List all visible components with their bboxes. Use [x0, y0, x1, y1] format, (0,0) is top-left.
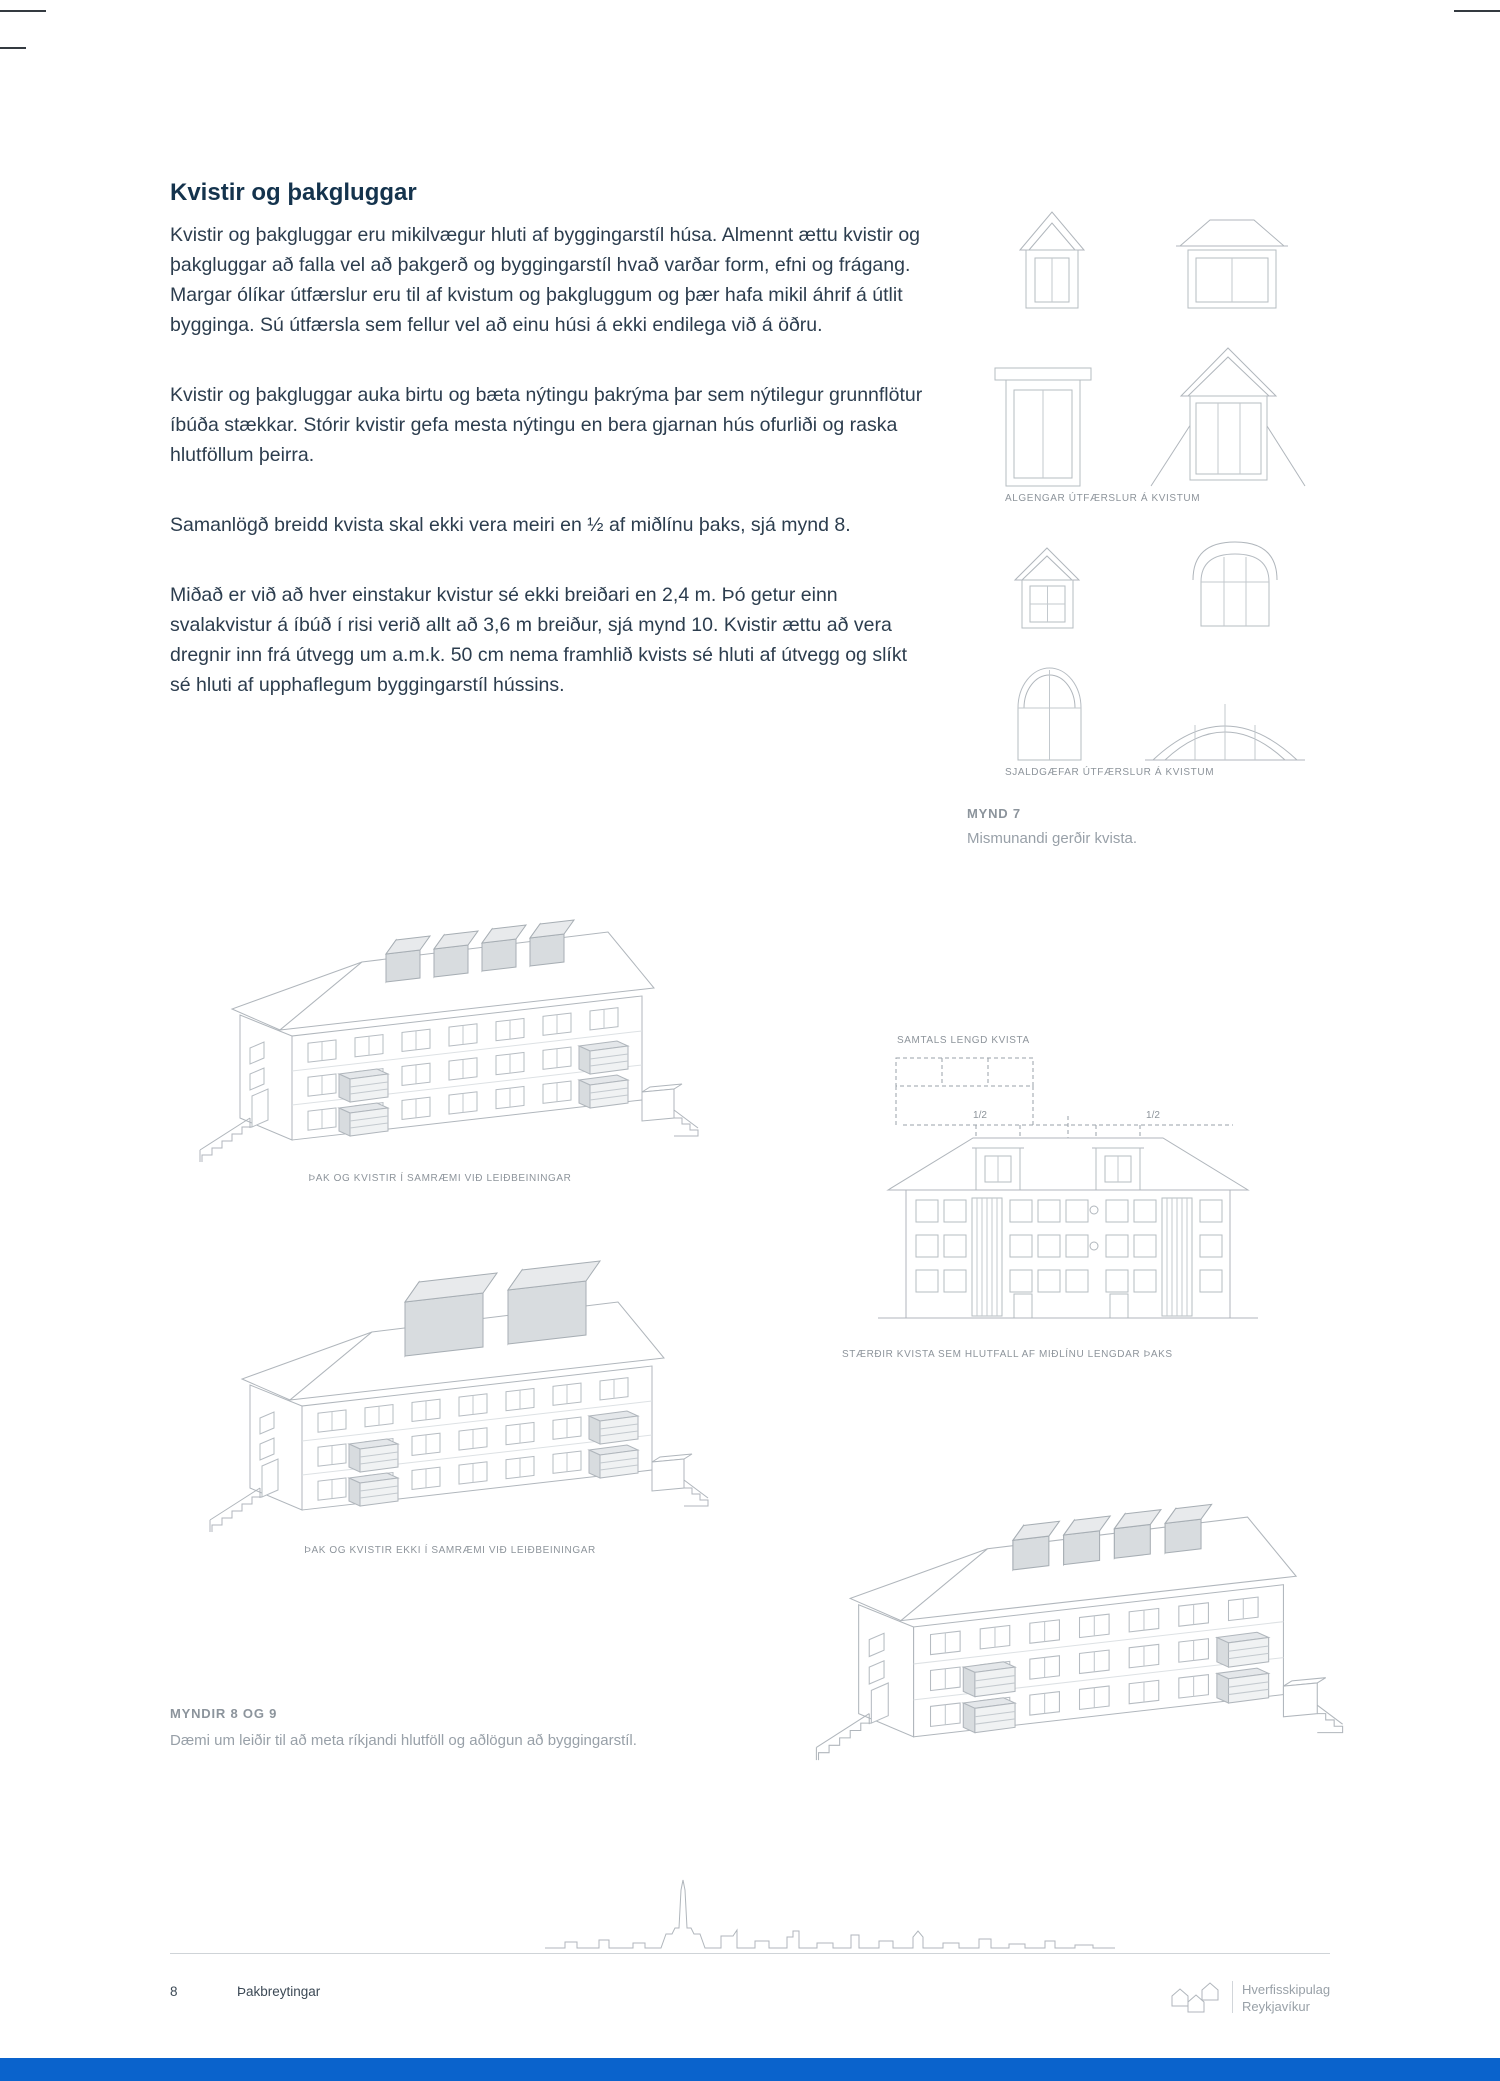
footer-rule — [170, 1953, 1330, 1954]
arch-top-window-drawing — [1193, 542, 1277, 626]
logo-line-1: Hverfisskipulag — [1242, 1982, 1331, 1997]
reykjavik-skyline-drawing — [545, 1876, 1115, 1954]
gabled-dormer-drawing — [1020, 212, 1084, 308]
reykjavik-houses-logo-icon — [1168, 1976, 1224, 2016]
logo-text — [1242, 1981, 1330, 2015]
page-number: 8 — [170, 1984, 178, 1999]
logo-divider — [1232, 1981, 1233, 2013]
half-label-left: 1/2 — [973, 1110, 987, 1121]
roof-elevation — [888, 1138, 1248, 1190]
paragraph-4: Miðað er við að hver einstakur kvistur sé ekki breiðari en 2,4 m. Þó getur einn svalakvistur á íbúð í risi verið allt að 3,6 m breiður, sjá mynd 10. Kvistir ættu að vera dregnir inn frá útvegg um a.m.k. 50 cm nema framhlið kvists sé hluti af útvegg og slíkt sé hluti af upphaflegum byggingarstíl hússins. — [170, 584, 907, 696]
paragraph-3: Samanlögð breidd kvista skal ekki vera meiri en ½ af miðlínu þaks, sjá mynd 8. — [170, 514, 851, 536]
building-example-figure — [795, 1460, 1345, 1777]
figures89-label: MYNDIR 8 OG 9 — [170, 1706, 278, 1721]
hipped-dormer-drawing — [1176, 220, 1288, 308]
half-label-right: 1/2 — [1146, 1110, 1160, 1121]
elevation-top-label: SAMTALS LENGD KVISTA — [897, 1035, 1030, 1046]
pediment-dormer-drawing — [1151, 348, 1305, 486]
caption-rare-dormers: SJALDGÆFAR ÚTFÆRSLUR Á KVISTUM — [1005, 767, 1215, 778]
crop-mark-top-left-1 — [0, 10, 46, 12]
eyebrow-dormer-drawing — [1145, 704, 1305, 760]
crop-mark-top-right — [1454, 10, 1500, 12]
facade-elevation — [878, 1190, 1258, 1318]
bottom-accent-bar — [0, 2058, 1500, 2081]
small-gabled-dormer-drawing — [1015, 548, 1079, 628]
crop-mark-top-left-2 — [0, 47, 26, 49]
building-compliant-figure — [180, 878, 700, 1178]
figures89-caption: Dæmi um leiðir til að meta ríkjandi hlutföll og aðlögun að byggingarstíl. — [170, 1732, 637, 1749]
caption-iso-good: ÞAK OG KVISTIR Í SAMRÆMI VIÐ LEIÐBEININGAR — [308, 1173, 572, 1184]
building-noncompliant-figure — [190, 1248, 710, 1548]
figure7-label: MYND 7 — [967, 806, 1021, 821]
caption-elevation: STÆRÐIR KVISTA SEM HLUTFALL AF MIÐLÍNU LENGDAR ÞAKS — [842, 1349, 1173, 1360]
elevation-figure — [868, 1048, 1268, 1328]
round-arch-window-drawing — [1018, 668, 1081, 760]
logo-line-2: Reykjavíkur — [1242, 1999, 1310, 2014]
dormer-types-figure — [985, 196, 1355, 781]
caption-iso-bad: ÞAK OG KVISTIR EKKI Í SAMRÆMI VIÐ LEIÐBEININGAR — [304, 1545, 596, 1556]
paragraph-2: Kvistir og þakgluggar auka birtu og bæta nýtingu þakrýma þar sem nýtilegur grunnflötur íbúða stækkar. Stórir kvistir gefa mesta nýtingu en bera gjarnan hús ofurliði og raska hlutföllum þeirra. — [170, 384, 923, 466]
paragraph-1: Kvistir og þakgluggar eru mikilvægur hluti af byggingarstíl húsa. Almennt ættu kvistir og þakgluggar að falla vel að þakgerð og byggingarstíl hvað varðar form, efni og frágang. Margar ólíkar útfærslur eru til af kvistum og þakgluggum og þær hafa mikil áhrif á útlit bygginga. Sú útfærsla sem fellur vel að einu húsi á ekki endilega við á öðru. — [170, 224, 921, 336]
footer-section-label: Þakbreytingar — [237, 1984, 321, 1999]
figure7-caption: Mismunandi gerðir kvista. — [967, 830, 1138, 847]
flat-roof-dormer-drawing — [995, 368, 1091, 486]
article-text-column — [170, 178, 930, 740]
page-title: Kvistir og þakgluggar — [170, 179, 417, 206]
caption-common-dormers: ALGENGAR ÚTFÆRSLUR Á KVISTUM — [1005, 493, 1201, 504]
